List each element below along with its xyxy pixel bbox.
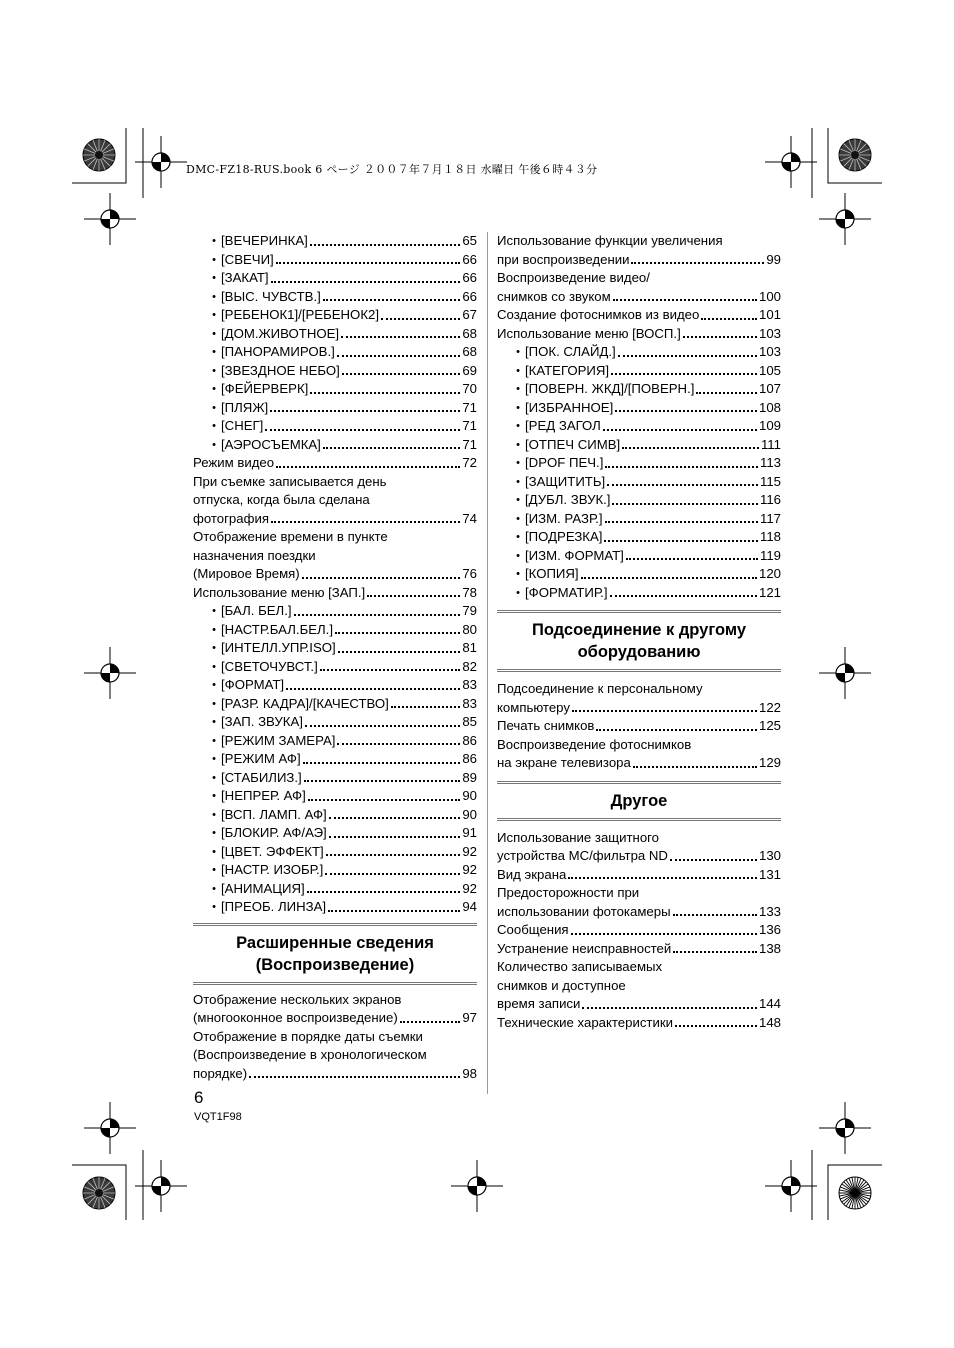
toc-entry-text: снимков и доступное: [497, 977, 626, 993]
bullet-icon: •: [212, 309, 216, 321]
bullet-icon: •: [516, 438, 520, 451]
column-divider: [487, 232, 488, 1094]
bullet-icon: •: [212, 605, 216, 617]
toc-subentry[interactable]: • [ДУБЛ. ЗВУК.] 116: [497, 491, 781, 510]
toc-subentry[interactable]: • [НЕПРЕР. АФ] 90: [193, 787, 477, 806]
toc-subentry[interactable]: • [РЕЖИМ АФ] 86: [193, 750, 477, 769]
bullet-icon: •: [212, 845, 216, 858]
toc-subentry[interactable]: • [ИЗМ. РАЗР.] 117: [497, 510, 781, 529]
bullet-icon: •: [212, 901, 216, 913]
toc-subentry[interactable]: • [РАЗР. КАДРА]/[КАЧЕСТВО] 83: [193, 695, 477, 714]
toc-subentry[interactable]: • [ОТПЕЧ СИМВ] 111: [497, 436, 781, 455]
toc-subentry[interactable]: • [НАСТР. ИЗОБР.] 92: [193, 861, 477, 880]
toc-entry-text: Использование функции увеличения: [497, 233, 723, 248]
toc-subentry[interactable]: • [ФОРМАТИР.] 121: [497, 584, 781, 603]
toc-entry[interactable]: (Мировое Время) 76: [193, 566, 477, 581]
toc-entry-text: назначения поездки: [193, 547, 316, 563]
bullet-icon: •: [516, 586, 520, 599]
bullet-icon: •: [516, 457, 520, 469]
toc-entry[interactable]: снимков со звуком 100: [497, 288, 781, 304]
toc-entry-text: Отображение в порядке даты съемки: [193, 1028, 423, 1044]
toc-subentry[interactable]: • [ВСП. ЛАМП. АФ] 90: [193, 806, 477, 825]
toc-subentry[interactable]: • [СВЕТОЧУВСТ.] 82: [193, 658, 477, 677]
toc-entry-text: Воспроизведение фотоснимков: [497, 736, 692, 752]
toc-subentry[interactable]: • [ИЗМ. ФОРМАТ] 119: [497, 547, 781, 566]
toc-entry[interactable]: фотография 74: [193, 510, 477, 526]
toc-entry[interactable]: Сообщения 136: [497, 922, 781, 937]
toc-entry-text: Использование защитного: [497, 829, 660, 845]
play-menu-list: [497, 343, 781, 602]
toc-subentry[interactable]: • [ВЫС. ЧУВСТВ.] 66: [193, 288, 477, 307]
bullet-icon: •: [516, 420, 520, 432]
bullet-icon: •: [212, 253, 216, 266]
toc-subentry[interactable]: • [ВЕЧЕРИНКА] 65: [193, 232, 477, 251]
section-heading-connect: Подсоединение к другому оборудованию: [497, 610, 781, 672]
toc-entry[interactable]: на экране телевизора 129: [497, 755, 781, 770]
toc-entry-text: Количество записываемых: [497, 959, 663, 974]
bullet-icon: •: [212, 420, 216, 432]
toc-subentry[interactable]: • [ПОК. СЛАЙД.] 103: [497, 343, 781, 362]
toc-subentry[interactable]: • [ПОДРЕЗКА] 118: [497, 528, 781, 547]
toc-entry[interactable]: Использование меню [ЗАП.] 78: [193, 584, 477, 600]
bullet-icon: •: [212, 679, 216, 691]
file-header: DMC-FZ18-RUS.book 6 ページ ２００７年７月１８日 水曜日 午後６時４３分: [186, 163, 598, 176]
toc-subentry[interactable]: • [СТАБИЛИЗ.] 89: [193, 769, 477, 788]
section-heading-advanced: Расширенные сведения (Воспроизведение): [193, 923, 477, 985]
toc-entry[interactable]: при воспроизведении 99: [497, 251, 781, 267]
bullet-icon: •: [516, 494, 520, 506]
bullet-icon: •: [212, 660, 216, 673]
toc-entry[interactable]: Вид экрана 131: [497, 866, 781, 882]
toc-subentry[interactable]: • [DPOF ПЕЧ.] 113: [497, 454, 781, 473]
toc-entry[interactable]: Устранение неисправностей 138: [497, 940, 781, 956]
bullet-icon: •: [212, 790, 216, 802]
toc-entry[interactable]: Технические характеристики 148: [497, 1014, 781, 1030]
toc-subentry[interactable]: • [ИНТЕЛЛ.УПР.ISO] 81: [193, 639, 477, 658]
toc-subentry[interactable]: • [ЦВЕТ. ЭФФЕКТ] 92: [193, 843, 477, 862]
toc-subentry[interactable]: • [ПАНОРАМИРОВ.] 68: [193, 343, 477, 362]
toc-entry[interactable]: компьютеру 122: [497, 699, 781, 715]
toc-subentry[interactable]: • [НАСТР.БАЛ.БЕЛ.] 80: [193, 621, 477, 640]
bullet-icon: •: [212, 697, 216, 710]
rec-menu-list: [193, 602, 477, 917]
toc-entry-text: отпуска, когда была сделана: [193, 492, 370, 507]
toc-left-column: [193, 232, 477, 1083]
bullet-icon: •: [212, 364, 216, 377]
toc-subentry[interactable]: • [ЗВЕЗДНОЕ НЕБО] 69: [193, 362, 477, 381]
bullet-icon: •: [212, 401, 216, 414]
toc-subentry[interactable]: • [РЕБЕНОК1]/[РЕБЕНОК2] 67: [193, 306, 477, 325]
bullet-icon: •: [212, 346, 216, 358]
bullet-icon: •: [212, 623, 216, 636]
bullet-icon: •: [212, 642, 216, 654]
bullet-icon: •: [212, 716, 216, 728]
scene-mode-list: [193, 232, 477, 454]
toc-entry-text: Отображение времени в пункте: [193, 529, 388, 544]
toc-entry[interactable]: Режим видео 72: [193, 455, 477, 470]
toc-subentry[interactable]: • [АНИМАЦИЯ] 92: [193, 880, 477, 899]
toc-subentry[interactable]: • [ПРЕОБ. ЛИНЗА] 94: [193, 898, 477, 917]
bullet-icon: •: [516, 364, 520, 377]
bullet-icon: •: [212, 327, 216, 340]
bullet-icon: •: [212, 383, 216, 395]
toc-entry-text: (Воспроизведение в хронологическом: [193, 1047, 427, 1062]
toc-subentry[interactable]: • [БАЛ. БЕЛ.] 79: [193, 602, 477, 621]
bullet-icon: •: [516, 383, 520, 395]
toc-subentry[interactable]: • [ЗАКАТ] 66: [193, 269, 477, 288]
toc-subentry[interactable]: • [ПОВЕРН. ЖКД]/[ПОВЕРН.] 107: [497, 380, 781, 399]
bullet-icon: •: [212, 808, 216, 821]
toc-entry[interactable]: устройства MC/фильтра ND 130: [497, 848, 781, 863]
bullet-icon: •: [212, 771, 216, 784]
toc-subentry[interactable]: • [ИЗБРАННОЕ] 108: [497, 399, 781, 418]
toc-subentry[interactable]: • [ПЛЯЖ] 71: [193, 399, 477, 418]
toc-entry-text: Подсоединение к персональному: [497, 681, 703, 696]
toc-subentry[interactable]: • [ЗАП. ЗВУКА] 85: [193, 713, 477, 732]
toc-subentry[interactable]: • [КАТЕГОРИЯ] 105: [497, 362, 781, 381]
bullet-icon: •: [516, 346, 520, 358]
toc-entry-text: При съемке записывается день: [193, 473, 387, 489]
bullet-icon: •: [212, 235, 216, 247]
toc-subentry[interactable]: • [ФОРМАТ] 83: [193, 676, 477, 695]
bullet-icon: •: [212, 882, 216, 895]
toc-subentry[interactable]: • [КОПИЯ] 120: [497, 565, 781, 584]
toc-entry[interactable]: порядке) 98: [193, 1065, 477, 1081]
toc-subentry[interactable]: • [ФЕЙЕРВЕРК] 70: [193, 380, 477, 399]
toc-entry-text: Отображение нескольких экранов: [193, 991, 402, 1007]
toc-entry[interactable]: использовании фотокамеры 133: [497, 903, 781, 919]
toc-subentry[interactable]: • [ДОМ.ЖИВОТНОЕ] 68: [193, 325, 477, 344]
bullet-icon: •: [212, 438, 216, 451]
toc-subentry[interactable]: • [БЛОКИР. АФ/АЭ] 91: [193, 824, 477, 843]
toc-entry-text: Предосторожности при: [497, 885, 640, 900]
toc-subentry[interactable]: • [СНЕГ] 71: [193, 417, 477, 436]
page-number: 6: [194, 1088, 204, 1107]
toc-subentry[interactable]: • [АЭРОСЪЕМКА] 71: [193, 436, 477, 455]
toc-subentry[interactable]: • [РЕД ЗАГОЛ 109: [497, 417, 781, 436]
bullet-icon: •: [212, 753, 216, 765]
toc-entry[interactable]: Использование меню [ВОСП.] 103: [497, 325, 781, 341]
bullet-icon: •: [516, 549, 520, 562]
bullet-icon: •: [212, 827, 216, 839]
toc-entry[interactable]: (многооконное воспроизведение) 97: [193, 1010, 477, 1025]
bullet-icon: •: [516, 531, 520, 543]
bullet-icon: •: [516, 568, 520, 580]
bullet-icon: •: [212, 272, 216, 284]
toc-subentry[interactable]: • [СВЕЧИ] 66: [193, 251, 477, 270]
toc-entry[interactable]: время записи 144: [497, 996, 781, 1011]
toc-subentry[interactable]: • [ЗАЩИТИТЬ] 115: [497, 473, 781, 492]
bullet-icon: •: [516, 512, 520, 525]
toc-subentry[interactable]: • [РЕЖИМ ЗАМЕРА] 86: [193, 732, 477, 751]
section-heading-other: Другое: [497, 781, 781, 821]
document-code: VQT1F98: [194, 1111, 242, 1123]
toc-entry-text: Воспроизведение видео/: [497, 270, 650, 285]
toc-entry[interactable]: Создание фотоснимков из видео 101: [497, 307, 781, 322]
toc-entry[interactable]: Печать снимков 125: [497, 718, 781, 733]
bullet-icon: •: [516, 401, 520, 414]
toc-right-column: [497, 232, 781, 1032]
bullet-icon: •: [212, 290, 216, 303]
bullet-icon: •: [516, 475, 520, 488]
bullet-icon: •: [212, 734, 216, 747]
bullet-icon: •: [212, 864, 216, 876]
